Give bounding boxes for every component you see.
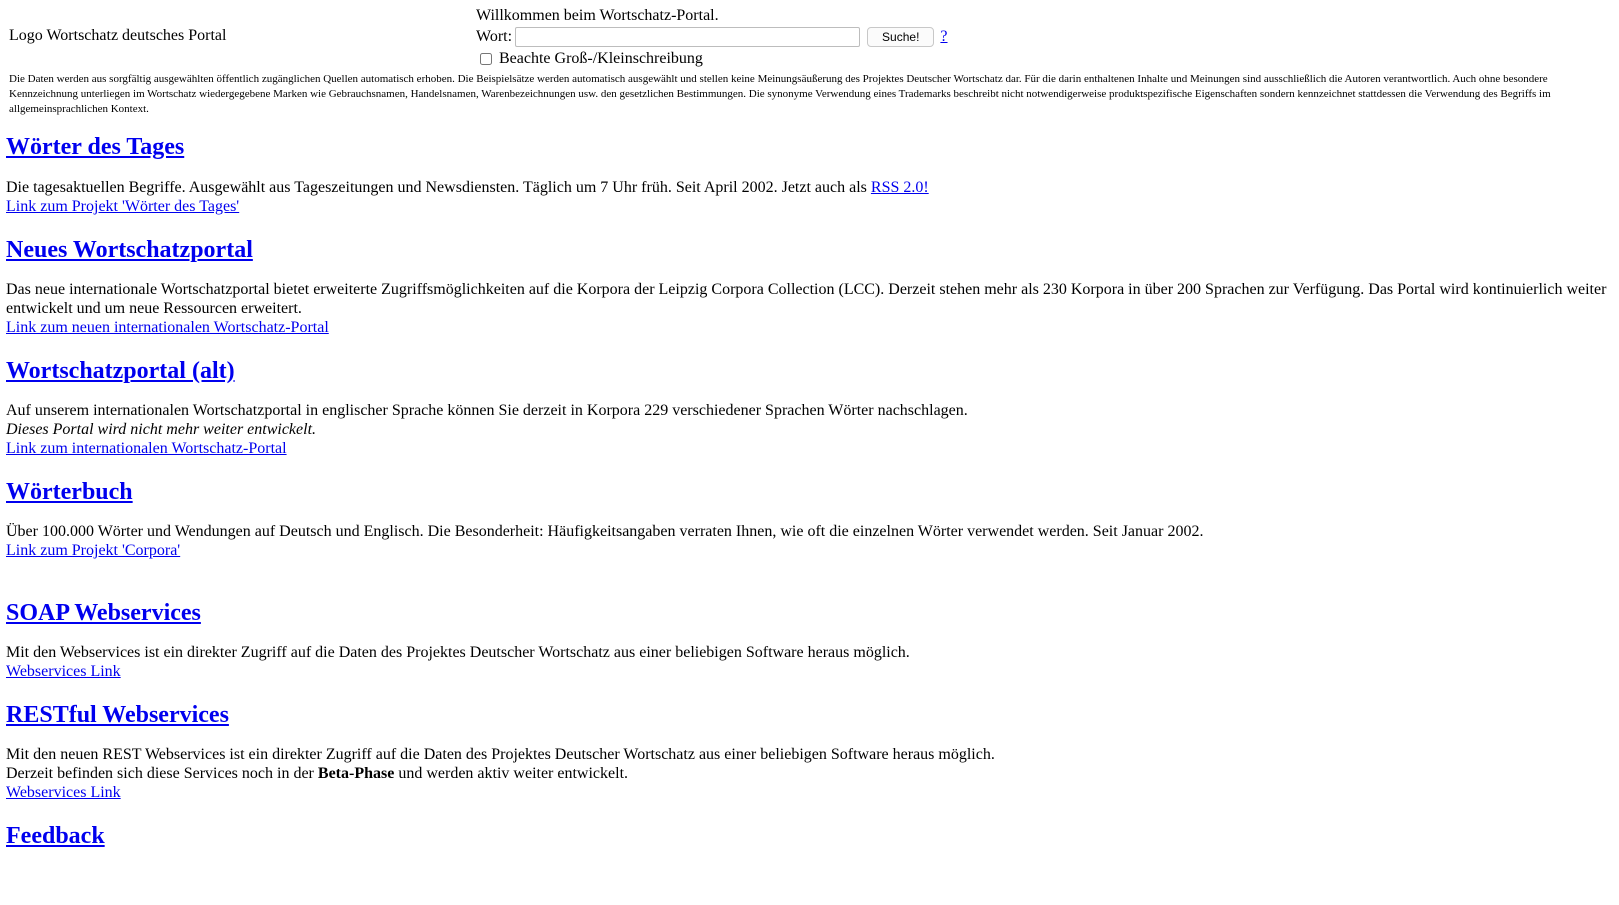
beta-phase-text: Beta-Phase bbox=[317, 765, 395, 782]
soap-webservices-link[interactable]: Webservices Link bbox=[6, 663, 121, 680]
restful-webservices-heading-link[interactable]: RESTful Webservices bbox=[6, 702, 229, 728]
case-sensitive-row bbox=[476, 49, 948, 68]
restful-webservices-beta-note: Derzeit befinden sich diese Services noch in der Beta-Phase und werden aktiv weiter entwickelt. bbox=[6, 765, 629, 782]
search-button[interactable]: Suche! bbox=[867, 27, 934, 47]
restful-webservices-description: Mit den neuen REST Webservices ist ein direkter Zugriff auf die Daten des Projektes Deutscher Wortschatz aus einer beliebigen Software heraus möglich. bbox=[6, 746, 995, 763]
word-label: Wort: bbox=[476, 28, 513, 45]
section-woerter-des-tages bbox=[0, 131, 1619, 216]
case-sensitive-label: Beachte Groß-/Kleinschreibung bbox=[499, 49, 703, 67]
search-form bbox=[476, 6, 948, 68]
soap-webservices-description: Mit den Webservices ist ein direkter Zugriff auf die Daten des Projektes Deutscher Wortschatz aus einer beliebigen Software heraus möglich. bbox=[6, 644, 910, 661]
section-neues-wortschatzportal bbox=[0, 234, 1619, 337]
help-link[interactable]: ? bbox=[940, 28, 948, 45]
word-input[interactable] bbox=[515, 27, 860, 47]
word-search-row bbox=[476, 26, 948, 48]
wortschatzportal-alt-description: Auf unserem internationalen Wortschatzportal in englischer Sprache können Sie derzeit in Korpora 229 verschiedener Sprachen Wörter nachschlagen. bbox=[6, 402, 968, 419]
welcome-text: Willkommen beim Wortschatz-Portal. bbox=[476, 7, 719, 24]
section-wortschatzportal-alt bbox=[0, 355, 1619, 458]
woerterbuch-heading-link[interactable]: Wörterbuch bbox=[6, 479, 133, 505]
woerter-des-tages-project-link[interactable]: Link zum Projekt 'Wörter des Tages' bbox=[6, 198, 240, 215]
feedback-heading-link[interactable]: Feedback bbox=[6, 823, 105, 849]
section-soap-webservices bbox=[0, 597, 1619, 681]
neues-wortschatzportal-description: Das neue internationale Wortschatzportal bietet erweiterte Zugriffsmöglichkeiten auf die Korpora der Leipzig Corpora Collection (LCC). Derzeit stehen mehr als 230 Korpora in über 200 Sprachen zur Verfügung. Das Portal wird kontinuierlich weiter entwickelt und um neue Ressourcen erweitert. bbox=[6, 281, 1607, 317]
woerterbuch-description: Über 100.000 Wörter und Wendungen auf Deutsch und Englisch. Die Besonderheit: Häufigkeitsangaben verraten Ihnen, wie oft die einzelnen Wörter verwendet werden. Seit Januar 2002. bbox=[6, 523, 1204, 540]
section-feedback bbox=[0, 820, 1619, 852]
wortschatzportal-alt-heading-link[interactable]: Wortschatzportal (alt) bbox=[6, 358, 235, 384]
section-woerterbuch bbox=[0, 476, 1619, 560]
woerter-des-tages-description: Die tagesaktuellen Begriffe. Ausgewählt aus Tageszeitungen und Newsdiensten. Täglich um 7 Uhr früh. Seit April 2002. Jetzt auch als RSS 2.0! bbox=[6, 179, 929, 196]
restful-webservices-link[interactable]: Webservices Link bbox=[6, 784, 121, 801]
wortschatzportal-alt-note: Dieses Portal wird nicht mehr weiter entwickelt. bbox=[6, 421, 317, 438]
neues-wortschatzportal-heading-link[interactable]: Neues Wortschatzportal bbox=[6, 237, 253, 263]
woerterbuch-project-link[interactable]: Link zum Projekt 'Corpora' bbox=[6, 542, 181, 559]
page-header bbox=[0, 0, 1619, 68]
disclaimer-text: Die Daten werden aus sorgfältig ausgewählten öffentlich zugänglichen Quellen automatisch erhoben. Die Beispielsätze werden automatisch ausgewählt und stellen keine Meinungsäußerung des Projektes Deutscher Wortschatz dar. Für die darin enthaltenen Inhalte und Meinungen sind ausschließlich die Autoren verantwortlich. Auch ohne besondere Kennzeichnung unterliegen im Wortschatz wiedergegebene Marken wie Gebrauchsnamen, Handelsnamen, Warenbezeichnungen usw. den gesetzlichen Bestimmungen. Die synonyme Verwendung eines Trademarks beschreibt nicht notwendigerweise produktspezifische Eigenschaften sondern kennzeichnet stattdessen die Verwendung des Begriffs im allgemeinsprachlichen Kontext. bbox=[9, 73, 1551, 115]
logo-image-alt-text: Logo Wortschatz deutsches Portal bbox=[9, 27, 227, 44]
neues-wortschatzportal-link[interactable]: Link zum neuen internationalen Wortschatz-Portal bbox=[6, 319, 329, 336]
soap-webservices-heading-link[interactable]: SOAP Webservices bbox=[6, 600, 201, 626]
case-sensitive-checkbox[interactable] bbox=[480, 53, 492, 65]
section-restful-webservices bbox=[0, 699, 1619, 802]
wortschatzportal-alt-link[interactable]: Link zum internationalen Wortschatz-Portal bbox=[6, 440, 287, 457]
rss-link[interactable]: RSS 2.0! bbox=[870, 179, 929, 196]
woerter-des-tages-heading-link[interactable]: Wörter des Tages bbox=[6, 134, 185, 160]
